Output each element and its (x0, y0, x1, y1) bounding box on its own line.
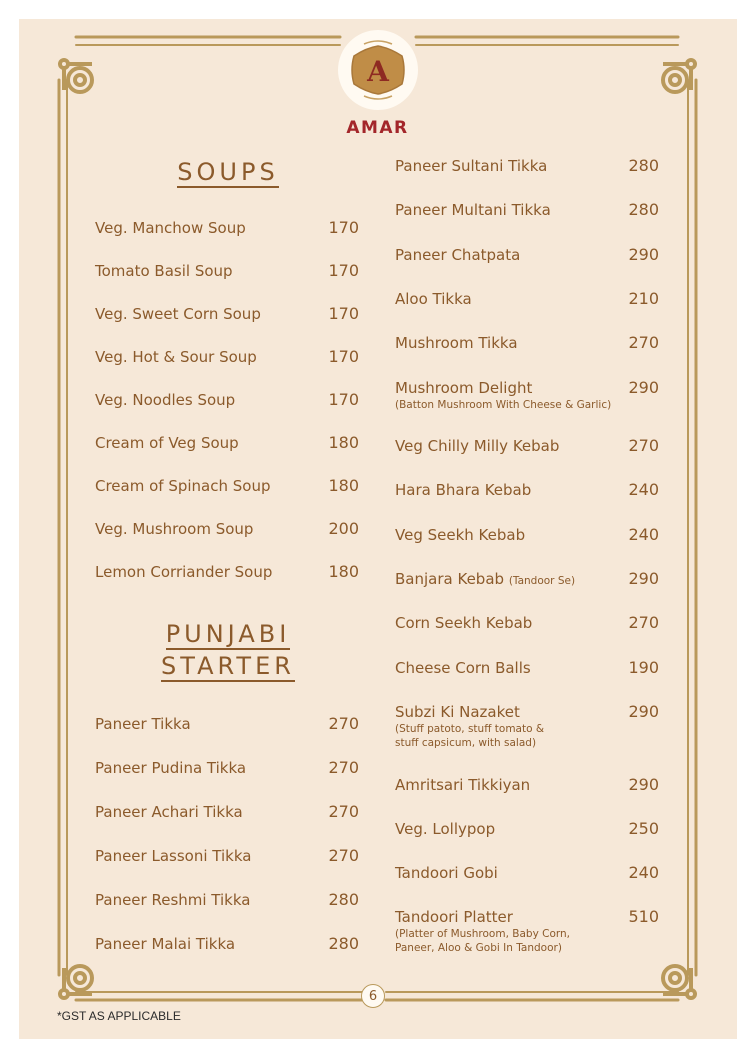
price: 270 (628, 436, 659, 455)
logo (336, 30, 420, 110)
item-tag: (Tandoor Se) (508, 575, 576, 587)
svg-text:A: A (367, 55, 389, 88)
price: 270 (328, 714, 359, 733)
price: 170 (328, 304, 359, 323)
item-description: (Platter of Mushroom, Baby Corn, Paneer, Aloo & Gobi In Tandoor) (395, 928, 570, 954)
price: 210 (628, 289, 659, 308)
price: 280 (628, 200, 659, 219)
price: 170 (328, 218, 359, 237)
price: 290 (628, 702, 659, 721)
section-title-punjabi-starter: PUNJABI (165, 620, 291, 648)
price: 240 (628, 863, 659, 882)
price: 270 (628, 333, 659, 352)
price: 270 (328, 802, 359, 821)
price: 270 (328, 846, 359, 865)
price: 280 (328, 934, 359, 953)
corner-ornament-top-right (663, 60, 695, 92)
price: 510 (628, 907, 659, 926)
price: 190 (628, 658, 659, 677)
price: 170 (328, 390, 359, 409)
monogram-crest-icon (336, 30, 420, 110)
price: 250 (628, 819, 659, 838)
price: 240 (628, 480, 659, 499)
section-title-punjabi-starter-line2: STARTER (161, 652, 295, 680)
item-description: (Stuff patoto, stuff tomato & stuff capsicum, with salad) (395, 723, 545, 749)
price: 170 (328, 347, 359, 366)
price: 290 (628, 569, 659, 588)
price: 180 (328, 433, 359, 452)
brand-name: AMAR (346, 118, 409, 138)
price: 240 (628, 525, 659, 544)
price: 290 (628, 378, 659, 397)
gst-note: *GST AS APPLICABLE (57, 1009, 181, 1023)
item-description: (Batton Mushroom With Cheese & Garlic) (395, 399, 612, 411)
price: 200 (328, 519, 359, 538)
price: 180 (328, 476, 359, 495)
page-number: 6 (361, 984, 385, 1008)
price: 290 (628, 245, 659, 264)
price: 280 (628, 156, 659, 175)
corner-ornament-bottom-left (60, 966, 92, 998)
section-title-soups: SOUPS (177, 158, 279, 186)
price: 270 (628, 613, 659, 632)
price: 270 (328, 758, 359, 777)
price: 280 (328, 890, 359, 909)
price: 170 (328, 261, 359, 280)
price: 290 (628, 775, 659, 794)
corner-ornament-bottom-right (663, 966, 695, 998)
corner-ornament-top-left (60, 60, 92, 92)
price: 180 (328, 562, 359, 581)
